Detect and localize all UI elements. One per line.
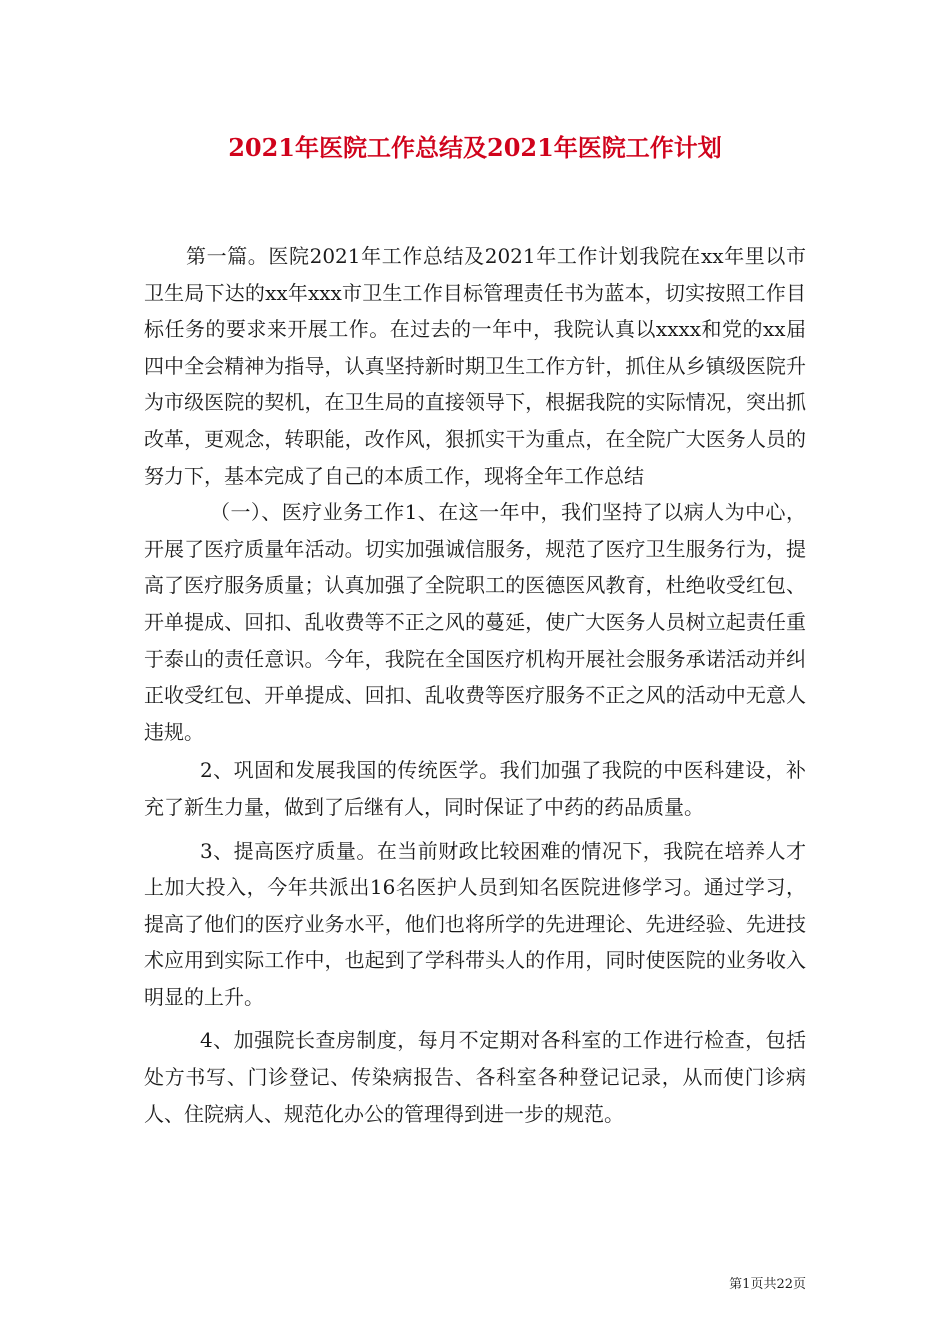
document-body (144, 238, 806, 1132)
paragraph-intro: 第一篇。医院2021年工作总结及2021年工作计划我院在xx年里以市卫生局下达的xx年xxx市卫生工作目标管理责任书为蓝本，切实按照工作目标任务的要求来开展工作。在过去的一年中，我院认真以xxxx和党的xx届四中全会精神为指导，认真坚持新时期卫生工作方针，抓住从乡镇级医院升为市级医院的契机，在卫生局的直接领导下，根据我院的实际情况，突出抓改革，更观念，转职能，改作风，狠抓实干为重点，在全院广大医务人员的努力下，基本完成了自己的本质工作，现将全年工作总结 (144, 244, 806, 488)
paragraph-section-medical: （一）、医疗业务工作1、在这一年中，我们坚持了以病人为中心，开展了医疗质量年活动。切实加强诚信服务，规范了医疗卫生服务行为，提高了医疗服务质量；认真加强了全院职工的医德医风教育，杜绝收受红包、开单提成、回扣、乱收费等不正之风的蔓延，使广大医务人员树立起责任重于泰山的责任意识。今年，我院在全国医疗机构开展社会服务承诺活动并纠正收受红包、开单提成、回扣、乱收费等医疗服务不正之风的活动中无意人违规。 (144, 500, 806, 744)
page-number-footer: 第1页共22页 (729, 1277, 806, 1292)
paragraph-item-3: 3、提高医疗质量。在当前财政比较困难的情况下，我院在培养人才上加大投入，今年共派出16名医护人员到知名医院进修学习。通过学习，提高了他们的医疗业务水平，他们也将所学的先进理论、先进经验、先进技术应用到实际工作中，也起到了学科带头人的作用，同时使医院的业务收入明显的上升。 (144, 838, 806, 1009)
paragraph-item-4: 4、加强院长查房制度，每月不定期对各科室的工作进行检查，包括处方书写、门诊登记、传染病报告、各科室各种登记记录，从而使门诊病人、住院病人、规范化办公的管理得到进一步的规范。 (144, 1028, 806, 1126)
document-title: 2021年医院工作总结及2021年医院工作计划 (228, 133, 722, 162)
paragraph-item-2: 2、巩固和发展我国的传统医学。我们加强了我院的中医科建设，补充了新生力量，做到了后继有人，同时保证了中药的药品质量。 (144, 758, 806, 819)
